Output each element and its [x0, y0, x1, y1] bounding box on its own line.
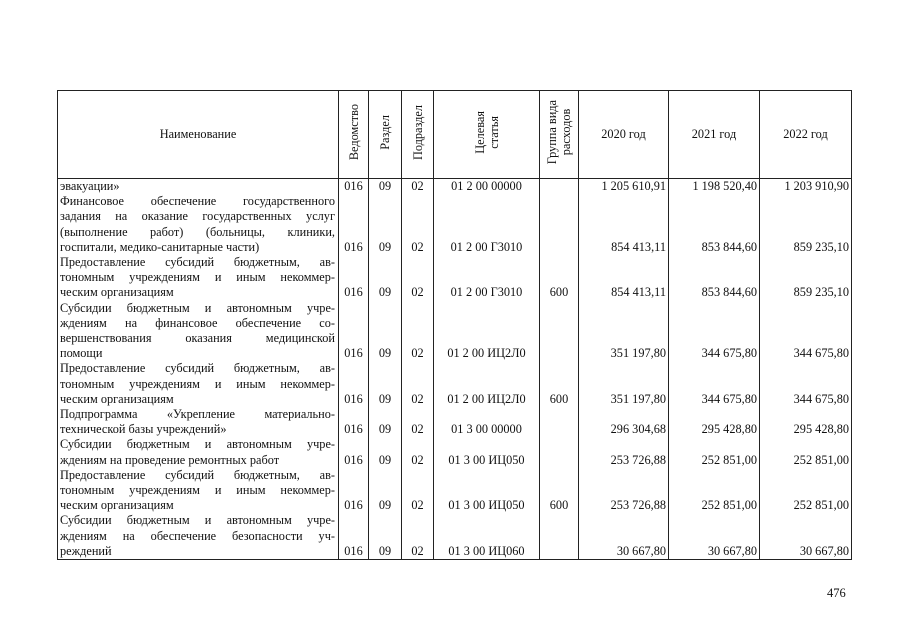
- table-row: [58, 361, 852, 407]
- cell-name: [58, 255, 339, 301]
- cell-vedomstvo: 016: [339, 361, 369, 407]
- cell-tselevaya-statya: 01 2 00 00000: [434, 179, 540, 195]
- cell-podrazdel: 02: [402, 255, 434, 301]
- cell-2022: 344 675,80: [760, 361, 852, 407]
- cell-tselevaya-statya: 01 3 00 ИЦ060: [434, 513, 540, 559]
- cell-2021: 295 428,80: [669, 407, 760, 437]
- cell-gruppa-vida: [540, 407, 579, 437]
- cell-2021: 344 675,80: [669, 361, 760, 407]
- name-line: эвакуации»: [60, 179, 120, 193]
- name-line: тономным учреждениям и иным некоммер-: [60, 483, 335, 498]
- cell-tselevaya-statya: 01 2 00 ИЦ2Л0: [434, 301, 540, 362]
- budget-table: [57, 90, 852, 560]
- cell-gruppa-vida: [540, 179, 579, 195]
- name-line: (выполнение работ) (больницы, клиники,: [60, 224, 335, 239]
- cell-tselevaya-statya: 01 3 00 ИЦ050: [434, 468, 540, 514]
- cell-gruppa-vida: 600: [540, 361, 579, 407]
- cell-2021: 252 851,00: [669, 468, 760, 514]
- name-line: Предоставление субсидий бюджетным, ав-: [60, 255, 335, 270]
- cell-2022: 252 851,00: [760, 468, 852, 514]
- cell-razdel: 09: [369, 437, 402, 467]
- cell-razdel: 09: [369, 468, 402, 514]
- name-line: Субсидии бюджетным и автономным учре-: [60, 437, 335, 452]
- cell-vedomstvo: 016: [339, 194, 369, 255]
- header-name: Наименование: [58, 91, 339, 179]
- name-line: Подпрограмма «Укрепление материально-: [60, 407, 335, 422]
- table-row: [58, 513, 852, 559]
- cell-vedomstvo: 016: [339, 179, 369, 195]
- table-row: [58, 255, 852, 301]
- cell-tselevaya-statya: 01 3 00 00000: [434, 407, 540, 437]
- name-line: вершенствования оказания медицинской: [60, 331, 335, 346]
- cell-2021: 853 844,60: [669, 194, 760, 255]
- cell-2021: 344 675,80: [669, 301, 760, 362]
- cell-podrazdel: 02: [402, 437, 434, 467]
- cell-gruppa-vida: 600: [540, 255, 579, 301]
- name-line: Финансовое обеспечение государственного: [60, 194, 335, 209]
- table-body: [58, 179, 852, 560]
- cell-razdel: 09: [369, 407, 402, 437]
- cell-vedomstvo: 016: [339, 255, 369, 301]
- cell-name: [58, 513, 339, 559]
- cell-tselevaya-statya: 01 3 00 ИЦ050: [434, 437, 540, 467]
- name-line: Предоставление субсидий бюджетным, ав-: [60, 467, 335, 482]
- header-2020: 2020 год: [579, 91, 669, 179]
- cell-2020: 253 726,88: [579, 437, 669, 467]
- name-line: ческим организациям: [60, 285, 174, 300]
- cell-2022: 30 667,80: [760, 513, 852, 559]
- name-line: тономным учреждениям и иным некоммер-: [60, 376, 335, 391]
- cell-razdel: 09: [369, 194, 402, 255]
- cell-name: [58, 301, 339, 362]
- cell-podrazdel: 02: [402, 361, 434, 407]
- cell-2020: 253 726,88: [579, 468, 669, 514]
- header-2021: 2021 год: [669, 91, 760, 179]
- cell-name: [58, 194, 339, 255]
- cell-gruppa-vida: 600: [540, 468, 579, 514]
- table-row: [58, 179, 852, 195]
- cell-vedomstvo: 016: [339, 437, 369, 467]
- table-row: [58, 301, 852, 362]
- name-line: ждениям на проведение ремонтных работ: [60, 452, 280, 467]
- cell-2022: 252 851,00: [760, 437, 852, 467]
- cell-podrazdel: 02: [402, 301, 434, 362]
- cell-2022: 1 203 910,90: [760, 179, 852, 195]
- cell-podrazdel: 02: [402, 194, 434, 255]
- name-line: реждений: [60, 543, 112, 558]
- cell-razdel: 09: [369, 513, 402, 559]
- cell-gruppa-vida: [540, 437, 579, 467]
- table-row: [58, 437, 852, 467]
- cell-2021: 30 667,80: [669, 513, 760, 559]
- cell-tselevaya-statya: 01 2 00 Г3010: [434, 255, 540, 301]
- name-line: задания на оказание государственных услуг: [60, 209, 335, 224]
- cell-2021: 853 844,60: [669, 255, 760, 301]
- table-row: [58, 194, 852, 255]
- cell-vedomstvo: 016: [339, 468, 369, 514]
- cell-name: [58, 361, 339, 407]
- header-gruppa-vida-raskhodov: Группа вида расходов: [540, 91, 579, 179]
- header-vedomstvo: Ведомство: [339, 91, 369, 179]
- page-number: 476: [827, 586, 846, 600]
- cell-podrazdel: 02: [402, 179, 434, 195]
- header-row: [58, 91, 852, 179]
- cell-name: [58, 437, 339, 467]
- cell-podrazdel: 02: [402, 513, 434, 559]
- cell-vedomstvo: 016: [339, 513, 369, 559]
- cell-razdel: 09: [369, 255, 402, 301]
- cell-2022: 295 428,80: [760, 407, 852, 437]
- cell-2020: 854 413,11: [579, 255, 669, 301]
- cell-gruppa-vida: [540, 301, 579, 362]
- name-line: ждениям на обеспечение безопасности уч-: [60, 528, 335, 543]
- name-line: госпитали, медико-санитарные части): [60, 239, 260, 254]
- cell-2020: 1 205 610,91: [579, 179, 669, 195]
- header-razdel: Раздел: [369, 91, 402, 179]
- cell-2022: 859 235,10: [760, 194, 852, 255]
- name-line: Субсидии бюджетным и автономным учре-: [60, 513, 335, 528]
- name-line: ческим организациям: [60, 391, 174, 406]
- cell-2020: 351 197,80: [579, 361, 669, 407]
- cell-2021: 252 851,00: [669, 437, 760, 467]
- cell-tselevaya-statya: 01 2 00 ИЦ2Л0: [434, 361, 540, 407]
- name-line: технической базы учреждений»: [60, 422, 227, 437]
- cell-razdel: 09: [369, 361, 402, 407]
- cell-tselevaya-statya: 01 2 00 Г3010: [434, 194, 540, 255]
- cell-2021: 1 198 520,40: [669, 179, 760, 195]
- cell-name: [58, 407, 339, 437]
- cell-2022: 344 675,80: [760, 301, 852, 362]
- cell-vedomstvo: 016: [339, 301, 369, 362]
- cell-gruppa-vida: [540, 194, 579, 255]
- name-line: Субсидии бюджетным и автономным учре-: [60, 300, 335, 315]
- cell-2020: 296 304,68: [579, 407, 669, 437]
- table-row: [58, 468, 852, 514]
- name-line: Предоставление субсидий бюджетным, ав-: [60, 361, 335, 376]
- name-line: помощи: [60, 346, 103, 361]
- cell-podrazdel: 02: [402, 468, 434, 514]
- cell-2020: 351 197,80: [579, 301, 669, 362]
- name-line: ждениям на финансовое обеспечение со-: [60, 315, 335, 330]
- name-line: тономным учреждениям и иным некоммер-: [60, 270, 335, 285]
- cell-razdel: 09: [369, 301, 402, 362]
- cell-2020: 30 667,80: [579, 513, 669, 559]
- cell-razdel: 09: [369, 179, 402, 195]
- cell-name: [58, 179, 339, 195]
- table-row: [58, 407, 852, 437]
- cell-podrazdel: 02: [402, 407, 434, 437]
- header-2022: 2022 год: [760, 91, 852, 179]
- header-podrazdel: Подраздел: [402, 91, 434, 179]
- cell-gruppa-vida: [540, 513, 579, 559]
- name-line: ческим организациям: [60, 498, 174, 513]
- cell-2022: 859 235,10: [760, 255, 852, 301]
- cell-vedomstvo: 016: [339, 407, 369, 437]
- header-tselevaya-statya: Целевая статья: [434, 91, 540, 179]
- cell-name: [58, 468, 339, 514]
- cell-2020: 854 413,11: [579, 194, 669, 255]
